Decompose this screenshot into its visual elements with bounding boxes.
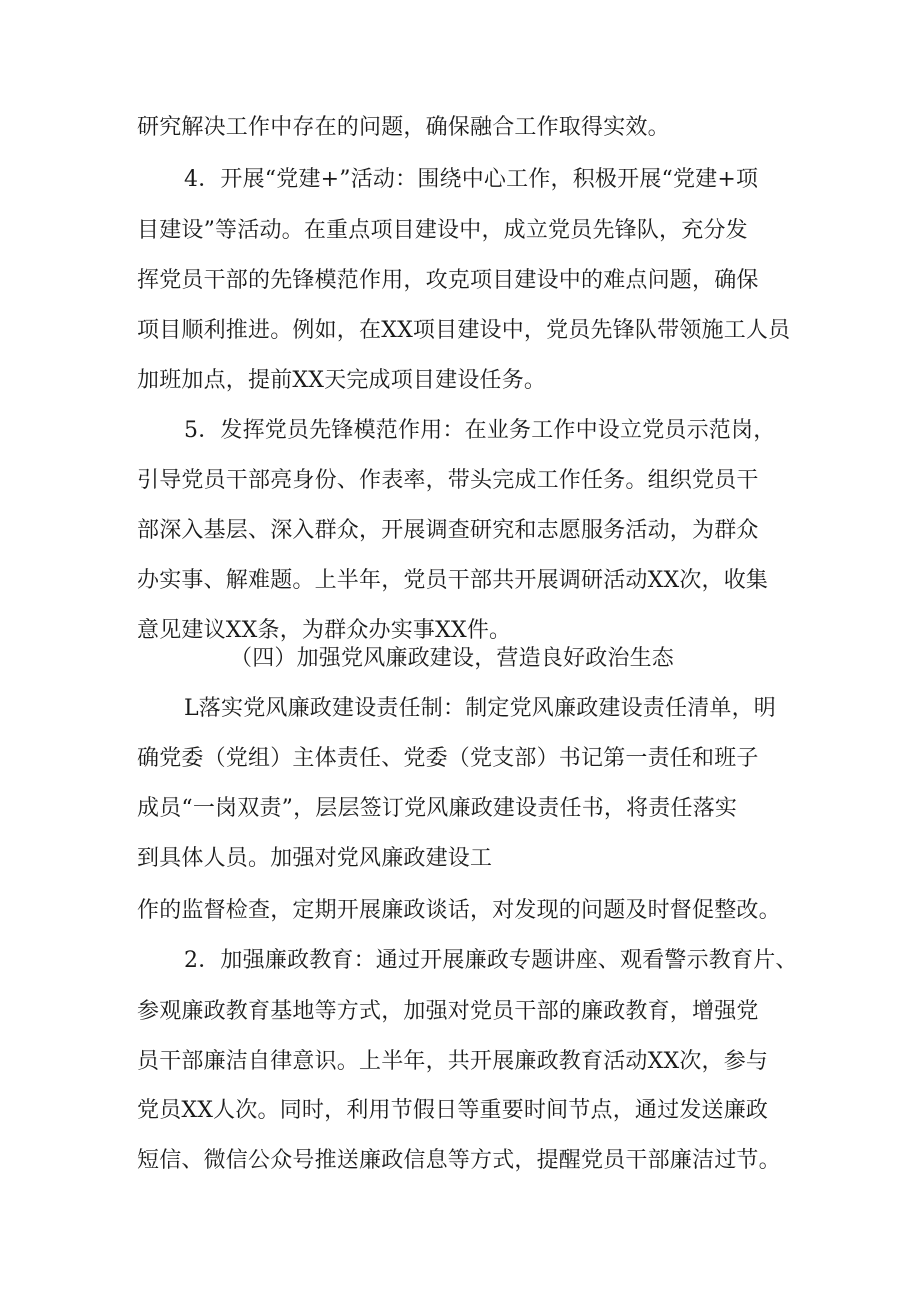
text-line: 引导党员干部亮身份、作表率，带头完成工作任务。组织党员干: [137, 468, 759, 493]
text-line: 5．发挥党员先锋模范作用：在业务工作中设立党员示范岗，: [184, 418, 776, 443]
text-line: 部深入基层、深入群众，开展调查研究和志愿服务活动，为群众: [137, 518, 759, 543]
text-line: 确党委（党组）主体责任、党委（党支部）书记第一责任和班子: [137, 746, 759, 771]
text-line: 短信、微信公众号推送廉政信息等方式，提醒党员干部廉洁过节。: [137, 1148, 781, 1173]
text-line: L落实党风廉政建设责任制：制定党风廉政建设责任清单，明: [184, 696, 777, 721]
section-heading: （四）加强党风廉政建设，营造良好政治生态: [230, 646, 675, 671]
text-line: 党员XX人次。同时，利用节假日等重要时间节点，通过发送廉政: [137, 1098, 769, 1123]
text-line: 加班加点，提前XX天完成项目建设任务。: [137, 368, 547, 393]
text-line: 2．加强廉政教育：通过开展廉政专题讲座、观看警示教育片、: [184, 948, 798, 973]
text-line: 4．开展“党建+”活动：围绕中心工作，积极开展“党建+项: [184, 167, 759, 192]
text-line: 办实事、解难题。上半年，党员干部共开展调研活动XX次，收集: [137, 568, 769, 593]
text-line: 作的监督检查，定期开展廉政谈话，对发现的问题及时督促整改。: [137, 898, 781, 923]
text-line: 员干部廉洁自律意识。上半年，共开展廉政教育活动XX次，参与: [137, 1049, 769, 1074]
text-line: 成员“一岗双责”，层层签订党风廉政建设责任书，将责任落实: [137, 796, 738, 821]
text-line: 目建设”等活动。在重点项目建设中，成立党员先锋队，充分发: [137, 218, 748, 243]
text-line: 到具体人员。加强对党风廉政建设工: [137, 846, 493, 871]
text-line: 参观廉政教育基地等方式，加强对党员干部的廉政教育，增强党: [137, 999, 759, 1024]
text-line: 意见建议XX条，为群众办实事XX件。: [137, 618, 512, 643]
text-line: 项目顺利推进。例如，在XX项目建设中，党员先锋队带领施工人员: [137, 318, 791, 343]
text-line: 挥党员干部的先锋模范作用，攻克项目建设中的难点问题，确保: [137, 268, 759, 293]
text-line: 研究解决工作中存在的问题，确保融合工作取得实效。: [137, 115, 670, 140]
